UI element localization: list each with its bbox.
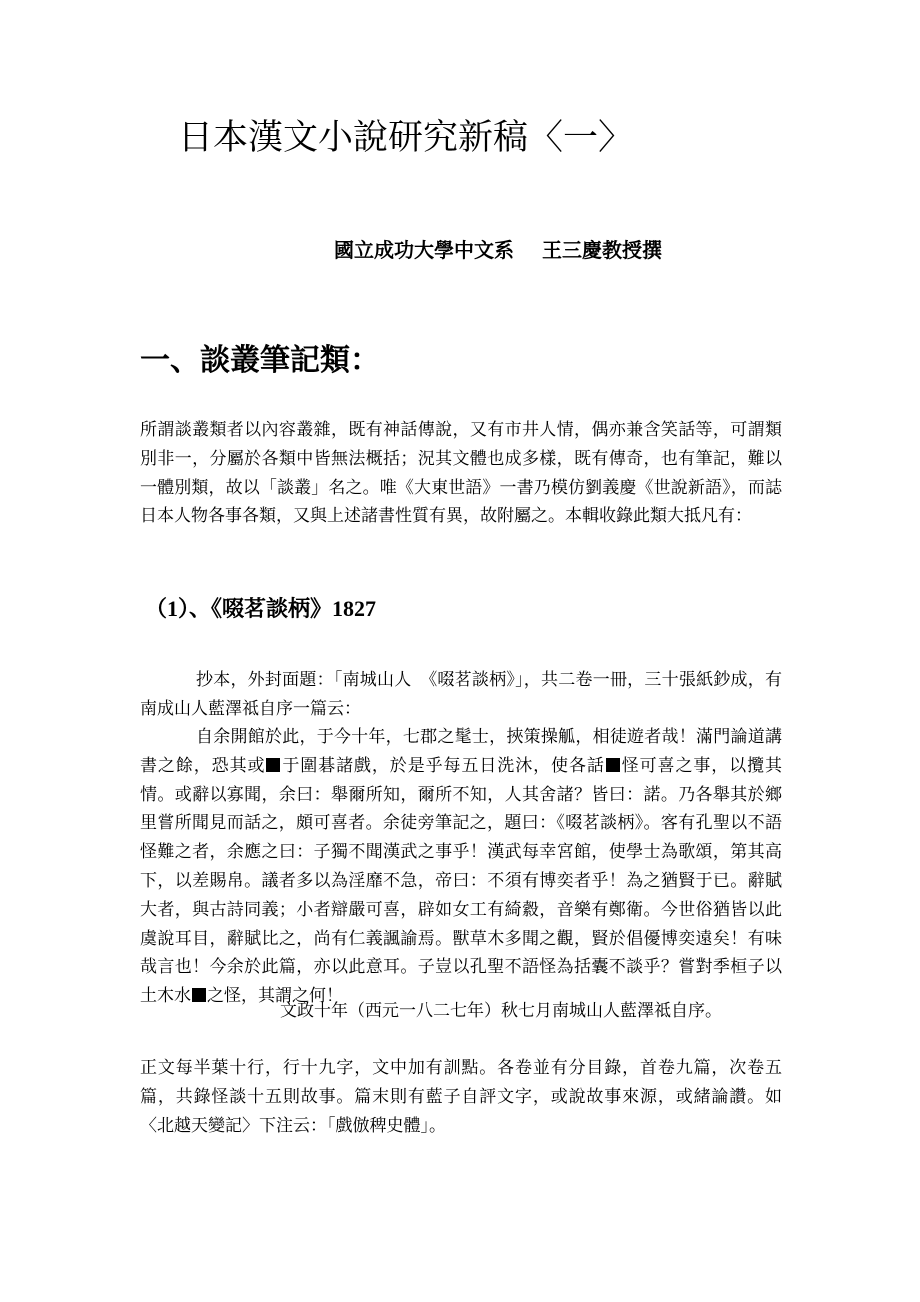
preface-signature: 文政十年（西元一八二七年）秋七月南城山人藍澤祗自序。 <box>280 1001 722 1021</box>
missing-character-block <box>192 988 206 1002</box>
section-heading: 一、談叢筆記類： <box>140 343 380 378</box>
preface-part: 之怪，其謂之何！ <box>207 986 343 1007</box>
intro-paragraph: 所謂談叢類者以內容叢雜，既有神話傳說，又有市井人情，偶亦兼含笑話等，可謂類別非一，分屬於各類中皆無法概括；況其文體也成多樣，既有傳奇，也有筆記，難以一體別類，故以「談叢」名之。唯《大東世語》一書乃模仿劉義慶《世說新語》，而誌日本人物各事各類，又與上述諸書性質有異，故附屬之。本輯收錄此類大抵凡有： <box>140 420 782 527</box>
closing-paragraph: 正文每半葉十行，行十九字，文中加有訓點。各卷並有分目錄，首卷九篇，次卷五篇，共錄怪談十五則故事。篇末則有藍子自評文字，或說故事來源，或緒論讚。如〈北越天變記〉下注云：「戲倣稗史體」。 <box>140 1058 782 1136</box>
byline-author: 王三慶教授撰 <box>542 238 662 262</box>
document-title: 日本漢文小說研究新稿〈一〉 <box>178 118 634 158</box>
missing-character-block <box>266 758 280 772</box>
description-paragraph: 抄本，外封面題：「南城山人 《啜茗談柄》」，共二卷一冊，三十張紙鈔成，有南成山人藍澤祗自序一篇云： <box>140 670 782 719</box>
preface-part: 自余開館於此，于今十年，七郡之髦士，挾策操觚，相徒遊者哉！滿門論道講書之餘，恐其或 <box>140 727 782 776</box>
byline <box>334 236 662 264</box>
byline-affiliation: 國立成功大學中文系 <box>334 238 514 262</box>
missing-character-block <box>606 758 620 772</box>
preface-part: 怪可喜之事，以攬其情。或辭以寡聞，余曰：舉爾所知，爾所不知，人其舍諸？皆曰：諾。乃各舉其於鄉里嘗所聞見而話之，頗可喜者。余徒旁筆記之，題曰：《啜茗談柄》。客有孔聖以不語怪難之者，余應之曰：子獨不聞漢武之事乎！漢武每幸宮館，使學士為歌頌，第其高下，以差賜帛。議者多以為淫靡不急，帝曰：不須有博奕者乎！為之猶賢于已。辭賦大者，與古詩同義；小者辯嚴可喜，辟如女工有綺縠，音樂有鄭衛。今世俗猶皆以此虞說耳目，辭賦比之，尚有仁義諷諭焉。獸草木多聞之觀，賢於倡優博奕遠矣！有味哉言也！今余於此篇，亦以此意耳。子豈以孔聖不語怪為括囊不談乎？嘗對季桓子以土木水 <box>140 755 783 1007</box>
preface-quote <box>140 723 782 1011</box>
subheading: （1）、《啜茗談柄》1827 <box>145 596 377 621</box>
preface-part: 于圍碁諸戲，於是乎每五日洗沐，使各話 <box>281 755 605 776</box>
